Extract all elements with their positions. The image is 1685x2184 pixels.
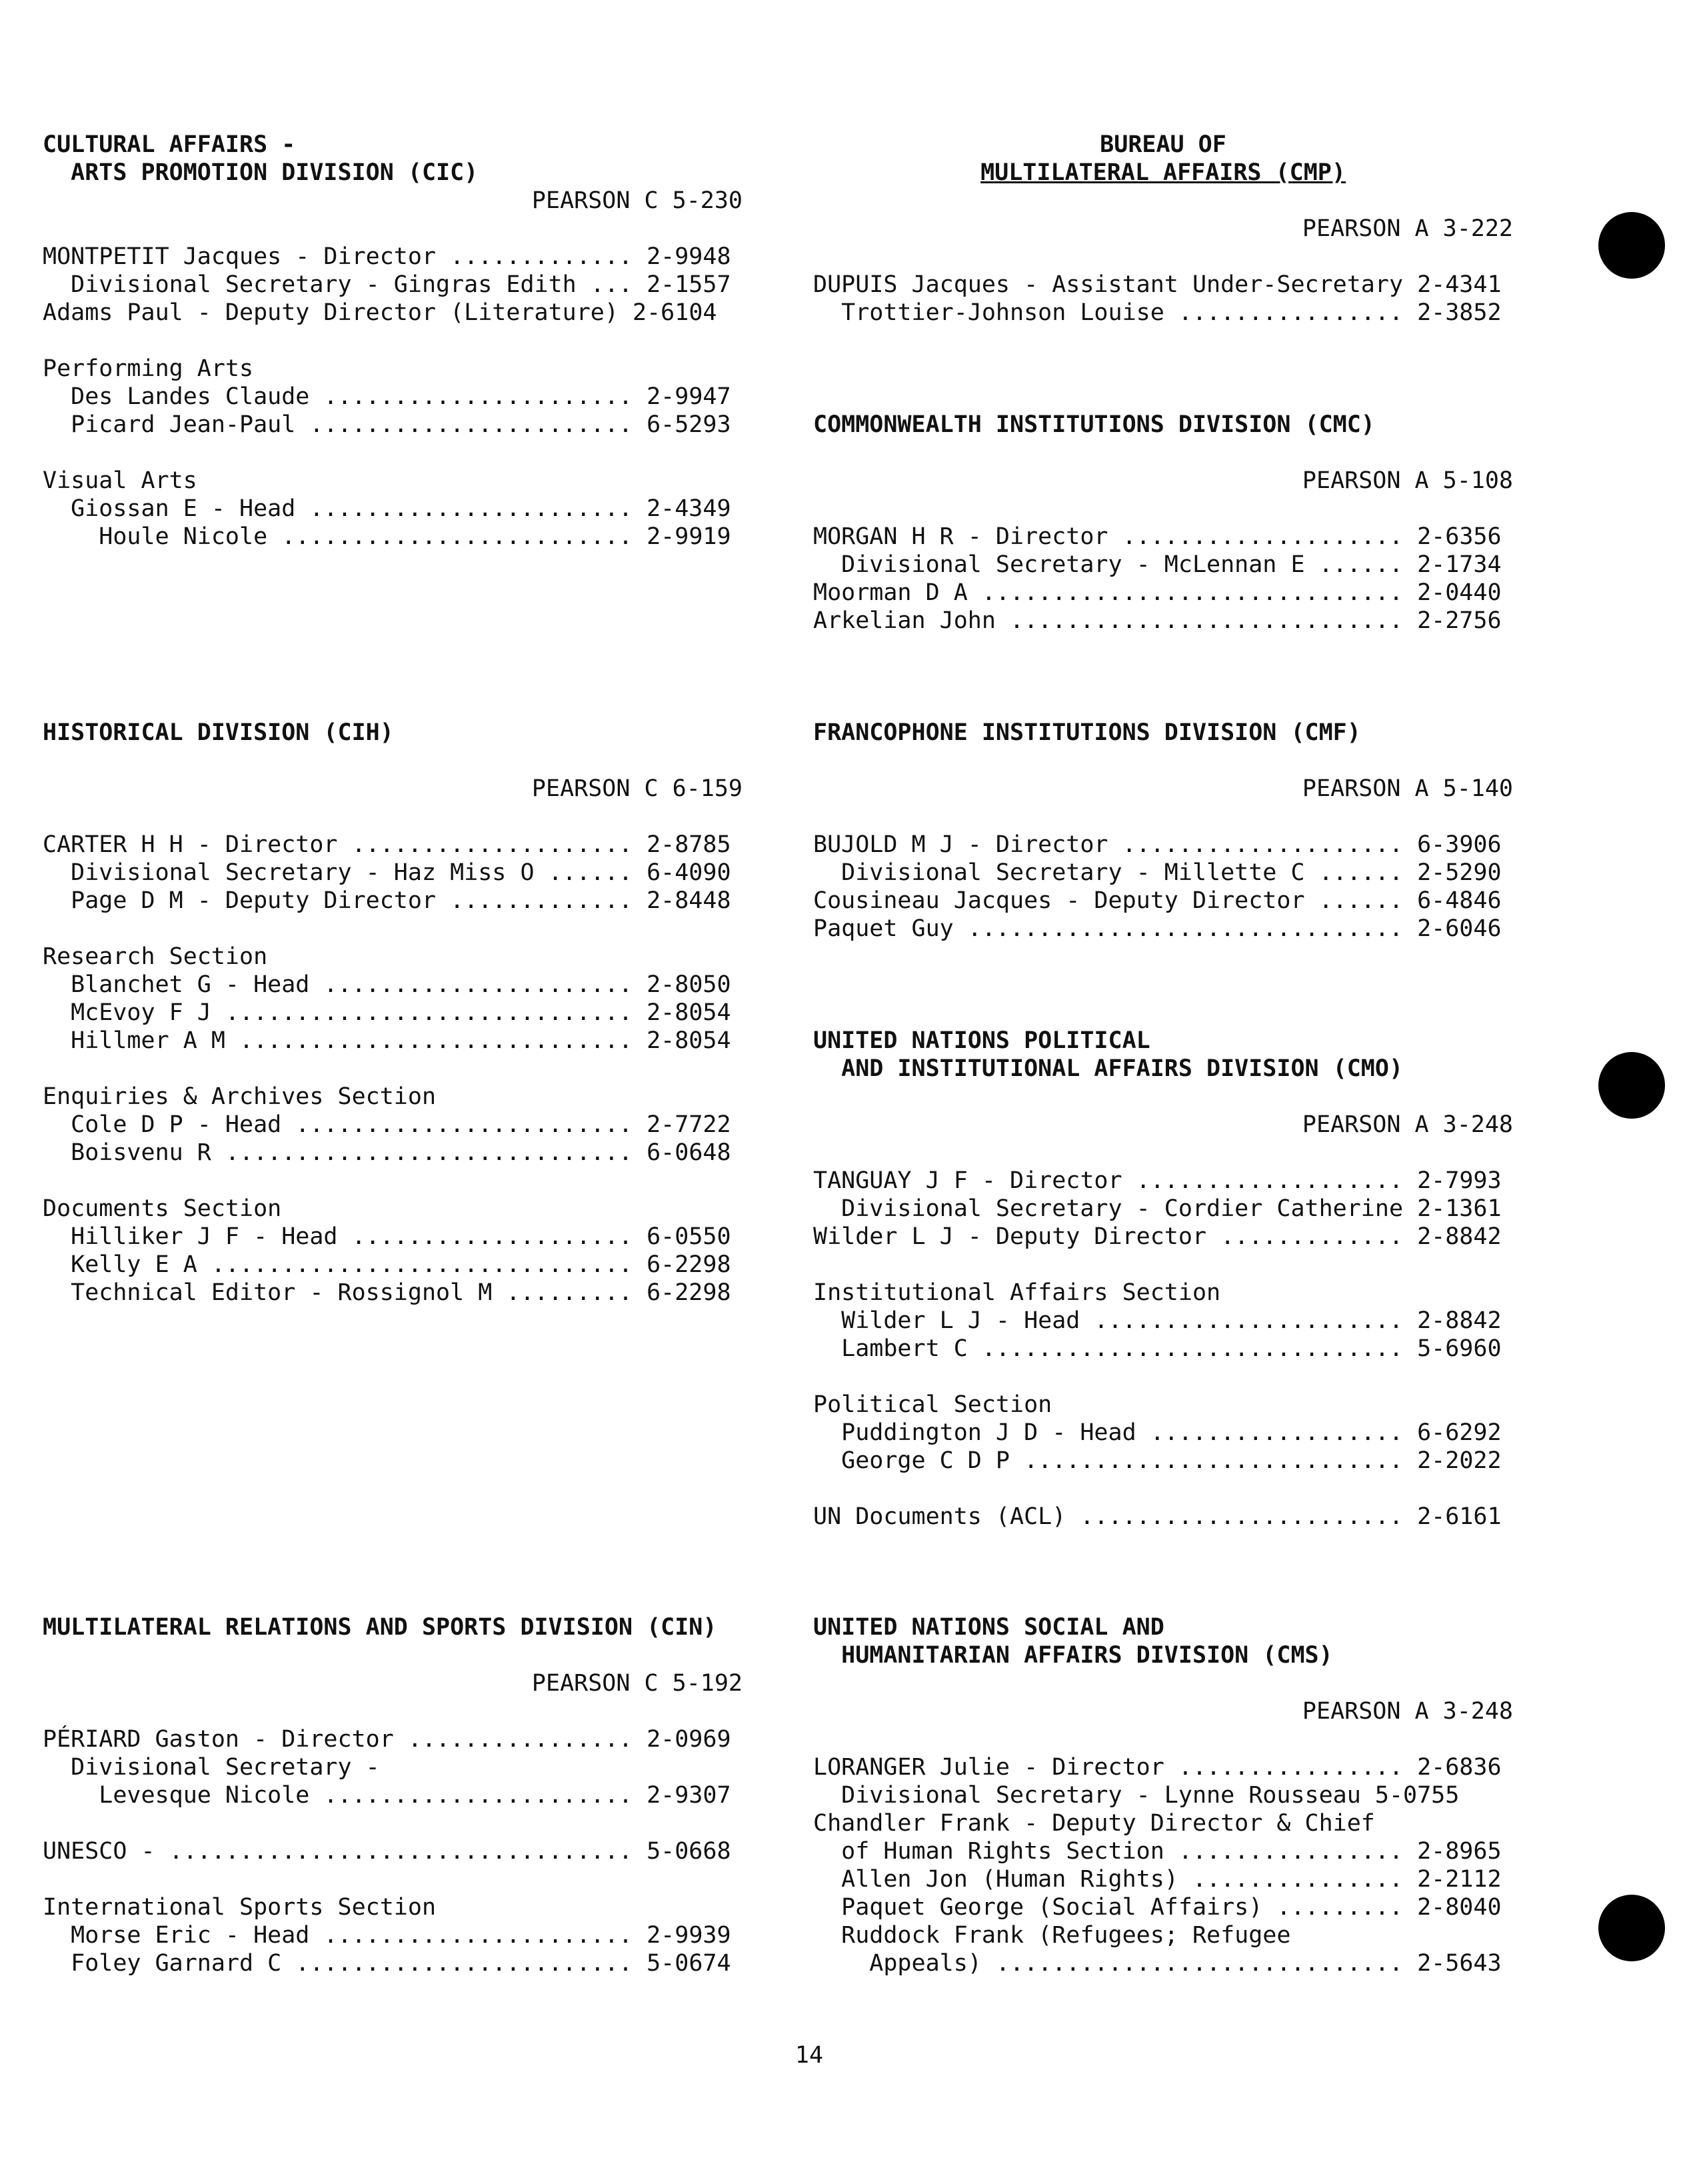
entry-name: Cole D P - Head	[43, 1111, 282, 1138]
directory-entry	[43, 1279, 743, 1307]
directory-entry	[813, 1223, 1513, 1251]
entry-name: Divisional Secretary - Haz Miss O	[43, 859, 535, 886]
directory-entry	[43, 271, 743, 299]
section-title: HISTORICAL DIVISION (CIH)	[43, 719, 394, 746]
page-number: 14	[795, 2042, 824, 2069]
location-label: PEARSON C 5-192	[531, 1670, 743, 1697]
entry-name: Wilder L J - Deputy Director	[813, 1223, 1207, 1250]
entry-name: Allen Jon (Human Rights)	[813, 1866, 1178, 1893]
dot-leader: ....................	[337, 1223, 647, 1250]
entry-name: Foley Garnard C	[43, 1950, 282, 1977]
phone-extension: 5-0755	[1374, 1782, 1460, 1809]
entry-name: Puddington J D - Head	[813, 1419, 1136, 1446]
dot-leader: .......................	[295, 495, 647, 522]
entry-name: Giossan E - Head	[43, 495, 296, 522]
entry-name: Morse Eric - Head	[43, 1922, 310, 1949]
phone-extension: 6-0648	[647, 1139, 731, 1166]
phone-extension: 2-7722	[647, 1111, 731, 1138]
dot-leader: ...........................	[1010, 1447, 1418, 1474]
location-label: PEARSON A 3-222	[1302, 215, 1513, 242]
entry-name: Blanchet G - Head	[43, 971, 310, 998]
directory-entry	[813, 1865, 1513, 1893]
section-title-wrap	[813, 159, 1513, 187]
phone-extension: 2-6356	[1417, 523, 1502, 550]
phone-extension: 2-6104	[633, 299, 717, 326]
dot-leader: ...............................	[953, 915, 1418, 942]
subsection-heading: Performing Arts	[43, 355, 254, 382]
directory-entry	[43, 887, 743, 915]
phone-extension: 2-4349	[647, 495, 731, 522]
directory-entry	[43, 1781, 743, 1809]
section-title: MULTILATERAL AFFAIRS (CMP)	[980, 159, 1346, 186]
directory-entry	[813, 299, 1513, 327]
subsection-heading: Enquiries & Archives Section	[43, 1083, 437, 1110]
directory-entry	[813, 1893, 1513, 1921]
directory-entry	[813, 1753, 1513, 1781]
directory-entry	[43, 1027, 743, 1055]
location-label: PEARSON C 5-230	[531, 187, 743, 214]
dot-leader: .........	[492, 1279, 647, 1306]
directory-entry	[813, 1419, 1513, 1447]
section-title: ARTS PROMOTION DIVISION (CIC)	[43, 159, 479, 186]
entry-name: Arkelian John	[813, 607, 996, 634]
directory-entry	[813, 915, 1513, 943]
dot-leader: ................	[393, 1726, 647, 1753]
directory-entry	[43, 1251, 743, 1279]
entry-name: Picard Jean-Paul	[43, 411, 296, 438]
directory-entry	[43, 299, 743, 327]
entry-name: Des Landes Claude	[43, 383, 310, 410]
entry-name: Kelly E A	[43, 1251, 197, 1278]
phone-extension: 2-8040	[1417, 1894, 1502, 1921]
phone-extension: 2-1557	[647, 271, 731, 298]
entry-name: MONTPETIT Jacques - Director	[43, 243, 437, 270]
directory-entry	[43, 859, 743, 887]
entry-name: Boisvenu R	[43, 1139, 211, 1166]
section-title: HUMANITARIAN AFFAIRS DIVISION (CMS)	[813, 1642, 1333, 1669]
entry-text: Chandler Frank - Deputy Director & Chief	[813, 1810, 1375, 1837]
location-label: PEARSON A 5-140	[1302, 775, 1513, 802]
phone-extension: 2-8785	[647, 831, 731, 858]
directory-entry	[813, 607, 1513, 635]
phone-extension: 2-1361	[1417, 1195, 1502, 1222]
dot-leader: .............	[436, 887, 647, 914]
dot-leader: ..............................	[197, 1251, 647, 1278]
phone-extension: 2-8842	[1417, 1307, 1502, 1334]
directory-entry	[813, 1447, 1513, 1475]
directory-entry	[813, 859, 1513, 887]
dot-leader: ......	[1304, 887, 1418, 914]
directory-entry	[43, 1223, 743, 1251]
directory-entry	[813, 579, 1513, 607]
section-title: CULTURAL AFFAIRS -	[43, 131, 296, 158]
subsection-heading: Visual Arts	[43, 467, 197, 494]
entry-name: Technical Editor - Rossignol M	[43, 1279, 493, 1306]
entry-name: LORANGER Julie - Director	[813, 1754, 1164, 1781]
phone-extension: 2-8054	[647, 999, 731, 1026]
phone-extension: 5-0674	[647, 1950, 731, 1977]
directory-entry	[813, 1335, 1513, 1363]
entry-text: Ruddock Frank (Refugees; Refugee	[813, 1922, 1291, 1949]
phone-extension: 2-5290	[1417, 859, 1502, 886]
phone-extension: 5-6960	[1417, 1335, 1502, 1362]
entry-name: Paquet Guy	[813, 915, 954, 942]
directory-entry	[43, 1139, 743, 1167]
dot-leader	[1403, 1195, 1417, 1222]
section-title: UNITED NATIONS SOCIAL AND	[813, 1614, 1164, 1641]
dot-leader: ...................	[1122, 1167, 1418, 1194]
entry-name: Houle Nicole	[43, 523, 268, 550]
phone-extension: 6-2298	[647, 1279, 731, 1306]
directory-entry	[43, 383, 743, 411]
entry-name: PÉRIARD Gaston - Director	[43, 1726, 394, 1753]
dot-leader: ...	[576, 271, 647, 298]
dot-leader: .......................	[1066, 1503, 1418, 1530]
directory-entry	[43, 495, 743, 523]
phone-extension: 6-3906	[1417, 831, 1502, 858]
dot-leader: ......................	[309, 383, 647, 410]
dot-leader: ......................	[1080, 1307, 1418, 1334]
dot-leader: ......	[534, 859, 647, 886]
dot-leader: .............	[436, 243, 647, 270]
entry-name: Hillmer A M	[43, 1027, 225, 1054]
phone-extension: 2-4341	[1417, 271, 1502, 298]
directory-entry	[813, 523, 1513, 551]
phone-extension: 2-2756	[1417, 607, 1502, 634]
entry-name: Lambert C	[813, 1335, 968, 1362]
subsection-heading: Documents Section	[43, 1195, 282, 1222]
entry-name: DUPUIS Jacques - Assistant Under-Secretary	[813, 271, 1404, 298]
directory-entry	[43, 831, 743, 859]
dot-leader: ......................	[309, 971, 647, 998]
dot-leader: ..................	[1136, 1419, 1418, 1446]
entry-name: Paquet George (Social Affairs)	[813, 1894, 1263, 1921]
subsection-heading: Research Section	[43, 943, 268, 970]
entry-name: BUJOLD M J - Director	[813, 831, 1108, 858]
entry-name: Divisional Secretary - Millette C	[813, 859, 1305, 886]
dot-leader	[1403, 271, 1417, 298]
dot-leader: ....................	[1108, 523, 1418, 550]
entry-name: UN Documents (ACL)	[813, 1503, 1066, 1530]
section-title: UNITED NATIONS POLITICAL	[813, 1027, 1150, 1054]
directory-entry	[813, 1503, 1513, 1531]
dot-leader	[619, 299, 633, 326]
phone-extension: 2-5643	[1417, 1950, 1502, 1977]
location-label: PEARSON A 3-248	[1302, 1111, 1513, 1138]
directory-entry	[813, 1949, 1513, 1977]
entry-name: Trottier-Johnson Louise	[813, 299, 1164, 326]
directory-entry	[813, 1837, 1513, 1865]
directory-entry	[813, 887, 1513, 915]
location-label: PEARSON C 6-159	[531, 775, 743, 802]
directory-entry	[813, 831, 1513, 859]
phone-extension: 2-9307	[647, 1782, 731, 1809]
entry-name: George C D P	[813, 1447, 1010, 1474]
entry-name: Adams Paul - Deputy Director (Literature)	[43, 299, 619, 326]
dot-leader: .............................	[211, 1139, 647, 1166]
phone-extension: 6-5293	[647, 411, 731, 438]
entry-name: MORGAN H R - Director	[813, 523, 1108, 550]
dot-leader: ................	[1164, 299, 1418, 326]
entry-name: TANGUAY J F - Director	[813, 1167, 1122, 1194]
directory-entry	[43, 1949, 743, 1977]
directory-entry	[43, 411, 743, 439]
subsection-heading: Political Section	[813, 1391, 1052, 1418]
directory-entry	[813, 1167, 1513, 1195]
entry-name: Appeals)	[813, 1950, 982, 1977]
dot-leader: .................................	[155, 1838, 647, 1865]
entry-name: McEvoy F J	[43, 999, 211, 1026]
phone-extension: 2-3852	[1417, 299, 1502, 326]
directory-entry	[43, 1837, 743, 1865]
section-title: MULTILATERAL RELATIONS AND SPORTS DIVISION (CIN)	[43, 1614, 717, 1641]
dot-leader: ............................	[225, 1027, 647, 1054]
dot-leader: ................	[1164, 1838, 1418, 1865]
entry-name: UNESCO -	[43, 1838, 155, 1865]
dot-leader: ........................	[281, 1950, 647, 1977]
phone-extension: 2-6161	[1417, 1503, 1502, 1530]
phone-extension: 2-8050	[647, 971, 731, 998]
phone-extension: 5-0668	[647, 1838, 731, 1865]
phone-extension: 2-8054	[647, 1027, 731, 1054]
entry-text: Divisional Secretary -	[43, 1754, 380, 1781]
phone-extension: 6-2298	[647, 1251, 731, 1278]
directory-entry	[813, 271, 1513, 299]
entry-name: of Human Rights Section	[813, 1838, 1164, 1865]
directory-entry	[813, 1307, 1513, 1335]
section-title: BUREAU OF	[1100, 131, 1226, 158]
entry-name: Divisional Secretary - Cordier Catherine	[813, 1195, 1404, 1222]
phone-extension: 6-0550	[647, 1223, 731, 1250]
directory-entry	[813, 551, 1513, 579]
directory-entry	[43, 999, 743, 1027]
entry-name: Hilliker J F - Head	[43, 1223, 338, 1250]
entry-name: Divisional Secretary - Lynne Rousseau	[813, 1782, 1361, 1809]
dot-leader: ..............................	[967, 1335, 1418, 1362]
directory-entry	[813, 1781, 1513, 1809]
dot-leader: .......................	[295, 411, 647, 438]
directory-entry	[43, 523, 743, 551]
subsection-heading: Institutional Affairs Section	[813, 1279, 1221, 1306]
dot-leader: ............................	[995, 607, 1418, 634]
dot-leader: ......	[1304, 551, 1418, 578]
phone-extension: 2-9947	[647, 383, 731, 410]
phone-extension: 6-4846	[1417, 887, 1502, 914]
phone-extension: 2-0969	[647, 1726, 731, 1753]
entry-name: Moorman D A	[813, 579, 968, 606]
phone-extension: 2-2022	[1417, 1447, 1502, 1474]
directory-entry	[43, 1921, 743, 1949]
directory-entry	[43, 1111, 743, 1139]
location-label: PEARSON A 3-248	[1302, 1698, 1513, 1725]
entry-name: Page D M - Deputy Director	[43, 887, 437, 914]
section-title: AND INSTITUTIONAL AFFAIRS DIVISION (CMO)	[813, 1055, 1404, 1082]
punch-hole	[1598, 212, 1665, 279]
entry-name: Divisional Secretary - Gingras Edith	[43, 271, 577, 298]
dot-leader: .............................	[981, 1950, 1418, 1977]
dot-leader: .............................	[211, 999, 647, 1026]
directory-entry	[43, 243, 743, 271]
entry-name: Levesque Nicole	[43, 1782, 310, 1809]
dot-leader	[1361, 1782, 1375, 1809]
section-title: FRANCOPHONE INSTITUTIONS DIVISION (CMF)	[813, 719, 1361, 746]
directory-entry	[43, 971, 743, 999]
phone-extension: 2-9919	[647, 523, 731, 550]
phone-extension: 2-7993	[1417, 1167, 1502, 1194]
phone-extension: 2-2112	[1417, 1866, 1502, 1893]
dot-leader: ....................	[337, 831, 647, 858]
directory-entry	[813, 1195, 1513, 1223]
dot-leader: .........	[1262, 1894, 1418, 1921]
entry-name: Cousineau Jacques - Deputy Director	[813, 887, 1305, 914]
entry-name: CARTER H H - Director	[43, 831, 338, 858]
phone-extension: 2-8965	[1417, 1838, 1502, 1865]
dot-leader: ...............	[1178, 1866, 1418, 1893]
dot-leader: .............	[1206, 1223, 1418, 1250]
phone-extension: 2-9939	[647, 1922, 731, 1949]
section-title: COMMONWEALTH INSTITUTIONS DIVISION (CMC)	[813, 411, 1375, 438]
dot-leader: ......................	[309, 1782, 647, 1809]
subsection-heading: International Sports Section	[43, 1894, 437, 1921]
directory-entry	[43, 1725, 743, 1753]
phone-extension: 2-9948	[647, 243, 731, 270]
phone-extension: 2-6836	[1417, 1754, 1502, 1781]
phone-extension: 2-8448	[647, 887, 731, 914]
phone-extension: 2-0440	[1417, 579, 1502, 606]
dot-leader: ......................	[309, 1922, 647, 1949]
dot-leader: ....................	[1108, 831, 1418, 858]
dot-leader: .........................	[267, 523, 647, 550]
entry-name: Divisional Secretary - McLennan E	[813, 551, 1305, 578]
dot-leader: ................	[1164, 1754, 1418, 1781]
location-label: PEARSON A 5-108	[1302, 467, 1513, 494]
dot-leader: ......	[1304, 859, 1418, 886]
dot-leader: ........................	[281, 1111, 647, 1138]
punch-hole	[1598, 1895, 1665, 1961]
entry-name: Wilder L J - Head	[813, 1307, 1080, 1334]
phone-extension: 2-6046	[1417, 915, 1502, 942]
phone-extension: 2-8842	[1417, 1223, 1502, 1250]
dot-leader: ..............................	[967, 579, 1418, 606]
phone-extension: 6-4090	[647, 859, 731, 886]
phone-extension: 6-6292	[1417, 1419, 1502, 1446]
punch-hole	[1598, 1052, 1665, 1119]
phone-extension: 2-1734	[1417, 551, 1502, 578]
